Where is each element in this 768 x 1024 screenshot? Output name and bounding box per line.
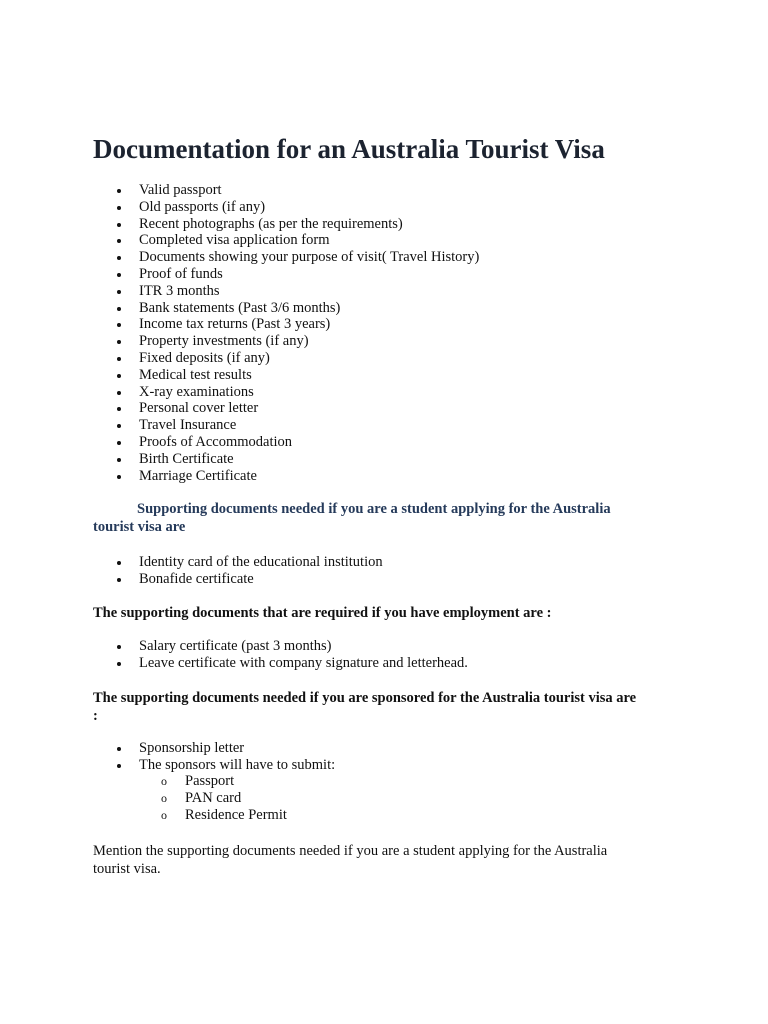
- bullet-icon: [117, 323, 121, 327]
- bullet-icon: [117, 391, 121, 395]
- bullet-icon: [117, 458, 121, 462]
- employment-heading: The supporting documents that are required if you have employment are :: [93, 605, 552, 621]
- bullet-icon: [117, 764, 121, 768]
- bullet-icon: [117, 578, 121, 582]
- closing-line: Mention the supporting documents needed if you are a student applying for the Australia: [93, 843, 608, 859]
- bullet-icon: [117, 374, 121, 378]
- sponsor-submission-list: [93, 773, 287, 823]
- bullet-icon: [117, 662, 121, 666]
- bullet-icon: [117, 290, 121, 294]
- student-heading-line: tourist visa are: [93, 519, 186, 535]
- list-item: Marriage Certificate: [93, 468, 479, 485]
- list-item: Valid passport: [93, 182, 479, 199]
- employment-document-list: [93, 638, 468, 672]
- circle-bullet-icon: o: [161, 790, 167, 805]
- list-item: Bonafide certificate: [93, 571, 383, 588]
- bullet-icon: [117, 307, 121, 311]
- closing-paragraph: [93, 842, 653, 878]
- circle-bullet-icon: o: [161, 807, 167, 822]
- list-item: Fixed deposits (if any): [93, 350, 479, 367]
- student-heading-line: Supporting documents needed if you are a student applying for the Australia: [137, 501, 611, 517]
- bullet-icon: [117, 189, 121, 193]
- list-item: Salary certificate (past 3 months): [93, 638, 468, 655]
- student-heading: [93, 500, 683, 536]
- list-item: Medical test results: [93, 367, 479, 384]
- list-item: Identity card of the educational institution: [93, 554, 383, 571]
- list-item: Recent photographs (as per the requirements): [93, 216, 479, 233]
- bullet-icon: [117, 357, 121, 361]
- list-item: The sponsors will have to submit:: [93, 757, 335, 774]
- list-item: Birth Certificate: [93, 451, 479, 468]
- bullet-icon: [117, 239, 121, 243]
- bullet-icon: [117, 206, 121, 210]
- sponsored-document-list: [93, 740, 335, 774]
- list-item: Personal cover letter: [93, 400, 479, 417]
- list-item: Old passports (if any): [93, 199, 479, 216]
- bullet-icon: [117, 561, 121, 565]
- list-item: Documents showing your purpose of visit( Travel History): [93, 249, 479, 266]
- list-item: Travel Insurance: [93, 417, 479, 434]
- bullet-icon: [117, 747, 121, 751]
- bullet-icon: [117, 273, 121, 277]
- page-title: Documentation for an Australia Tourist Visa: [93, 134, 605, 164]
- sponsored-heading-line: The supporting documents needed if you are sponsored for the Australia tourist visa are: [93, 690, 637, 706]
- sub-list-item: o Passport: [161, 773, 235, 789]
- list-item: ITR 3 months: [93, 283, 479, 300]
- sub-list-item: o PAN card: [161, 789, 242, 806]
- bullet-icon: [117, 475, 121, 479]
- bullet-icon: [117, 256, 121, 260]
- list-item: Bank statements (Past 3/6 months): [93, 300, 479, 317]
- student-document-list: [93, 554, 383, 588]
- list-item: Property investments (if any): [93, 333, 479, 350]
- circle-bullet-icon: o: [161, 774, 167, 788]
- list-item: Income tax returns (Past 3 years): [93, 316, 479, 333]
- bullet-icon: [117, 340, 121, 344]
- sub-list-item: o Residence Permit: [161, 806, 287, 823]
- closing-line: tourist visa.: [93, 861, 161, 877]
- sponsored-heading: [93, 689, 683, 725]
- list-item: Leave certificate with company signature and letterhead.: [93, 655, 468, 672]
- main-document-list: [93, 182, 479, 484]
- bullet-icon: [117, 407, 121, 411]
- list-item: Proof of funds: [93, 266, 479, 283]
- list-item: Proofs of Accommodation: [93, 434, 479, 451]
- bullet-icon: [117, 441, 121, 445]
- bullet-icon: [117, 424, 121, 428]
- list-item: Completed visa application form: [93, 232, 479, 249]
- sponsored-heading-line: :: [93, 708, 98, 724]
- bullet-icon: [117, 223, 121, 227]
- list-item: Sponsorship letter: [93, 740, 335, 757]
- list-item: X-ray examinations: [93, 384, 479, 401]
- bullet-icon: [117, 645, 121, 649]
